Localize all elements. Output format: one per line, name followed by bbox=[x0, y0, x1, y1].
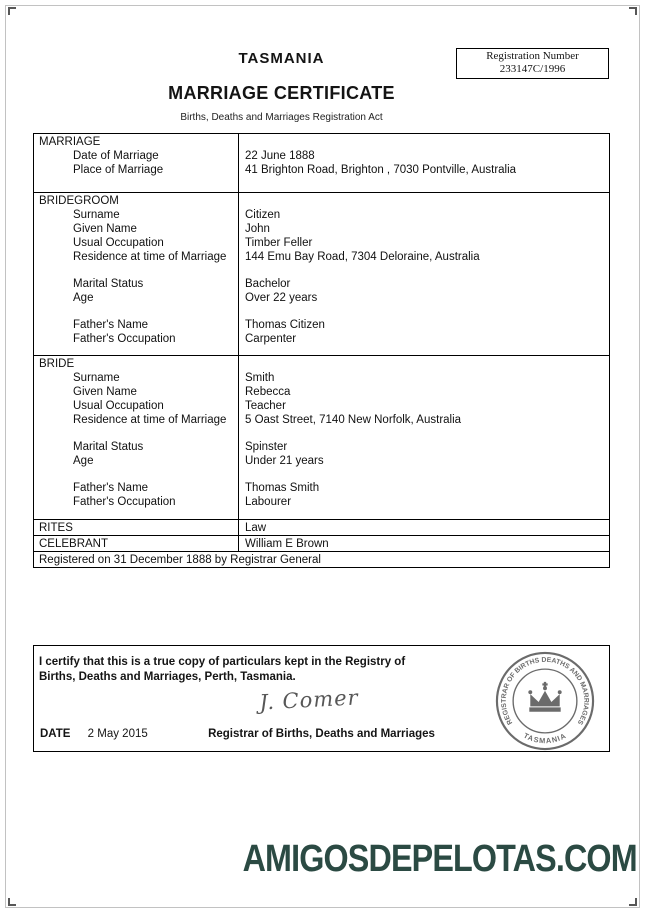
table-row bbox=[34, 236, 610, 250]
bride-surname-label: Surname bbox=[73, 372, 120, 384]
bride-occupation-value: Teacher bbox=[239, 399, 610, 413]
table-row bbox=[34, 399, 610, 413]
bridegroom-occupation-value: Timber Feller bbox=[239, 236, 610, 250]
date-value: 2 May 2015 bbox=[87, 728, 148, 740]
bridegroom-father-name-label: Father's Name bbox=[73, 318, 149, 331]
act-subtitle: Births, Deaths and Marriages Registration Act bbox=[180, 112, 383, 123]
certification-statement-line1: I certify that this is a true copy of particulars kept in the Registry of bbox=[39, 656, 406, 668]
celebrant-value: William E Brown bbox=[239, 535, 610, 551]
marriage-section-title: MARRIAGE bbox=[34, 134, 239, 150]
bride-occupation-label: Usual Occupation bbox=[73, 400, 164, 412]
bridegroom-given-name-label: Given Name bbox=[73, 222, 137, 235]
bride-marital-status-label: Marital Status bbox=[73, 441, 144, 453]
seal-graphic bbox=[494, 650, 596, 752]
document-title: MARRIAGE CERTIFICATE bbox=[168, 83, 395, 103]
crown-icon bbox=[528, 682, 561, 712]
certification-statement-line2: Births, Deaths and Marriages, Perth, Tasmania. bbox=[39, 671, 296, 683]
registration-number-label: Registration Number bbox=[486, 50, 579, 62]
corner-mark bbox=[8, 898, 16, 906]
bride-age-label: Age bbox=[73, 455, 94, 467]
marriage-place-value: 41 Brighton Road, Brighton , 7030 Pontville, Australia bbox=[239, 163, 610, 177]
spacer-row bbox=[34, 509, 610, 519]
bridegroom-surname-label: Surname bbox=[73, 208, 120, 221]
watermark: AMIGOSDEPELOTAS.COM bbox=[242, 838, 637, 880]
table-row bbox=[34, 385, 610, 399]
bridegroom-surname-value: Citizen bbox=[239, 208, 610, 222]
spacer-row bbox=[34, 427, 610, 440]
bridegroom-age-value: Over 22 years bbox=[239, 291, 610, 305]
empty-cell bbox=[239, 356, 610, 372]
table-row bbox=[34, 291, 610, 305]
bridegroom-residence-value: 144 Emu Bay Road, 7304 Deloraine, Australia bbox=[239, 250, 610, 264]
spacer-row bbox=[34, 264, 610, 277]
bridegroom-section-title: BRIDEGROOM bbox=[34, 192, 239, 208]
bridegroom-occupation-label: Usual Occupation bbox=[73, 236, 164, 249]
bride-residence-value: 5 Oast Street, 7140 New Norfolk, Australia bbox=[239, 413, 610, 427]
bride-residence-label: Residence at time of Marriage bbox=[73, 414, 227, 426]
title-block bbox=[33, 50, 530, 123]
marriage-section-header bbox=[34, 134, 610, 150]
spacer-row bbox=[34, 346, 610, 356]
bride-marital-status-value: Spinster bbox=[239, 440, 610, 454]
spacer-row bbox=[34, 468, 610, 481]
bridegroom-given-name-value: John bbox=[239, 222, 610, 236]
certificate-header bbox=[33, 0, 610, 133]
registrar-signature: J. Comer bbox=[258, 685, 360, 715]
table-row bbox=[34, 495, 610, 509]
certificate-table bbox=[33, 133, 610, 568]
bride-father-name-value: Thomas Smith bbox=[239, 481, 610, 495]
bride-father-occupation-value: Labourer bbox=[239, 495, 610, 509]
rites-value: Law bbox=[239, 519, 610, 535]
marriage-place-label: Place of Marriage bbox=[73, 164, 164, 176]
seal-bottom-text: TASMANIA bbox=[522, 730, 568, 746]
table-row bbox=[34, 222, 610, 236]
table-row bbox=[34, 318, 610, 332]
bride-section-title: BRIDE bbox=[34, 356, 239, 372]
bride-given-name-value: Rebecca bbox=[239, 385, 610, 399]
table-row bbox=[34, 454, 610, 468]
table-row bbox=[34, 481, 610, 495]
bridegroom-father-occupation-value: Carpenter bbox=[239, 332, 610, 346]
spacer-row bbox=[34, 177, 610, 192]
table-row bbox=[34, 208, 610, 222]
bride-given-name-label: Given Name bbox=[73, 386, 137, 398]
celebrant-label: CELEBRANT bbox=[34, 535, 239, 551]
marriage-date-label: Date of Marriage bbox=[73, 150, 159, 162]
bride-section-header bbox=[34, 356, 610, 372]
corner-mark bbox=[629, 898, 637, 906]
table-row bbox=[34, 163, 610, 177]
table-row bbox=[34, 250, 610, 264]
bridegroom-father-name-value: Thomas Citizen bbox=[239, 318, 610, 332]
bridegroom-marital-status-value: Bachelor bbox=[239, 277, 610, 291]
certification-box bbox=[33, 645, 610, 752]
bridegroom-residence-label: Residence at time of Marriage bbox=[73, 250, 227, 263]
corner-mark bbox=[8, 7, 16, 15]
registration-number-value: 233147C/1996 bbox=[499, 63, 566, 75]
celebrant-row bbox=[34, 535, 610, 551]
registry-seal bbox=[494, 650, 596, 752]
table-row bbox=[34, 371, 610, 385]
registration-note-row bbox=[34, 551, 610, 567]
bridegroom-marital-status-label: Marital Status bbox=[73, 277, 144, 290]
seal-ring-text: REGISTRAR OF BIRTHS DEATHS AND MARRIAGES bbox=[500, 656, 590, 726]
bride-surname-value: Smith bbox=[239, 371, 610, 385]
region-title: TASMANIA bbox=[238, 50, 325, 67]
spacer-row bbox=[34, 305, 610, 318]
bridegroom-father-occupation-label: Father's Occupation bbox=[73, 332, 176, 345]
date-label: DATE bbox=[40, 728, 71, 740]
table-row bbox=[34, 440, 610, 454]
registrar-title: Registrar of Births, Deaths and Marriages bbox=[208, 728, 435, 740]
table-row bbox=[34, 277, 610, 291]
marriage-date-value: 22 June 1888 bbox=[239, 149, 610, 163]
bride-age-value: Under 21 years bbox=[239, 454, 610, 468]
corner-mark bbox=[629, 7, 637, 15]
rites-label: RITES bbox=[34, 519, 239, 535]
registration-note: Registered on 31 December 1888 by Registrar General bbox=[34, 551, 610, 567]
table-row bbox=[34, 149, 610, 163]
empty-cell bbox=[239, 134, 610, 150]
table-row bbox=[34, 413, 610, 427]
rites-row bbox=[34, 519, 610, 535]
bridegroom-age-label: Age bbox=[73, 291, 94, 304]
table-row bbox=[34, 332, 610, 346]
bride-father-occupation-label: Father's Occupation bbox=[73, 496, 176, 508]
bridegroom-section-header bbox=[34, 192, 610, 208]
bride-father-name-label: Father's Name bbox=[73, 482, 149, 494]
empty-cell bbox=[239, 192, 610, 208]
